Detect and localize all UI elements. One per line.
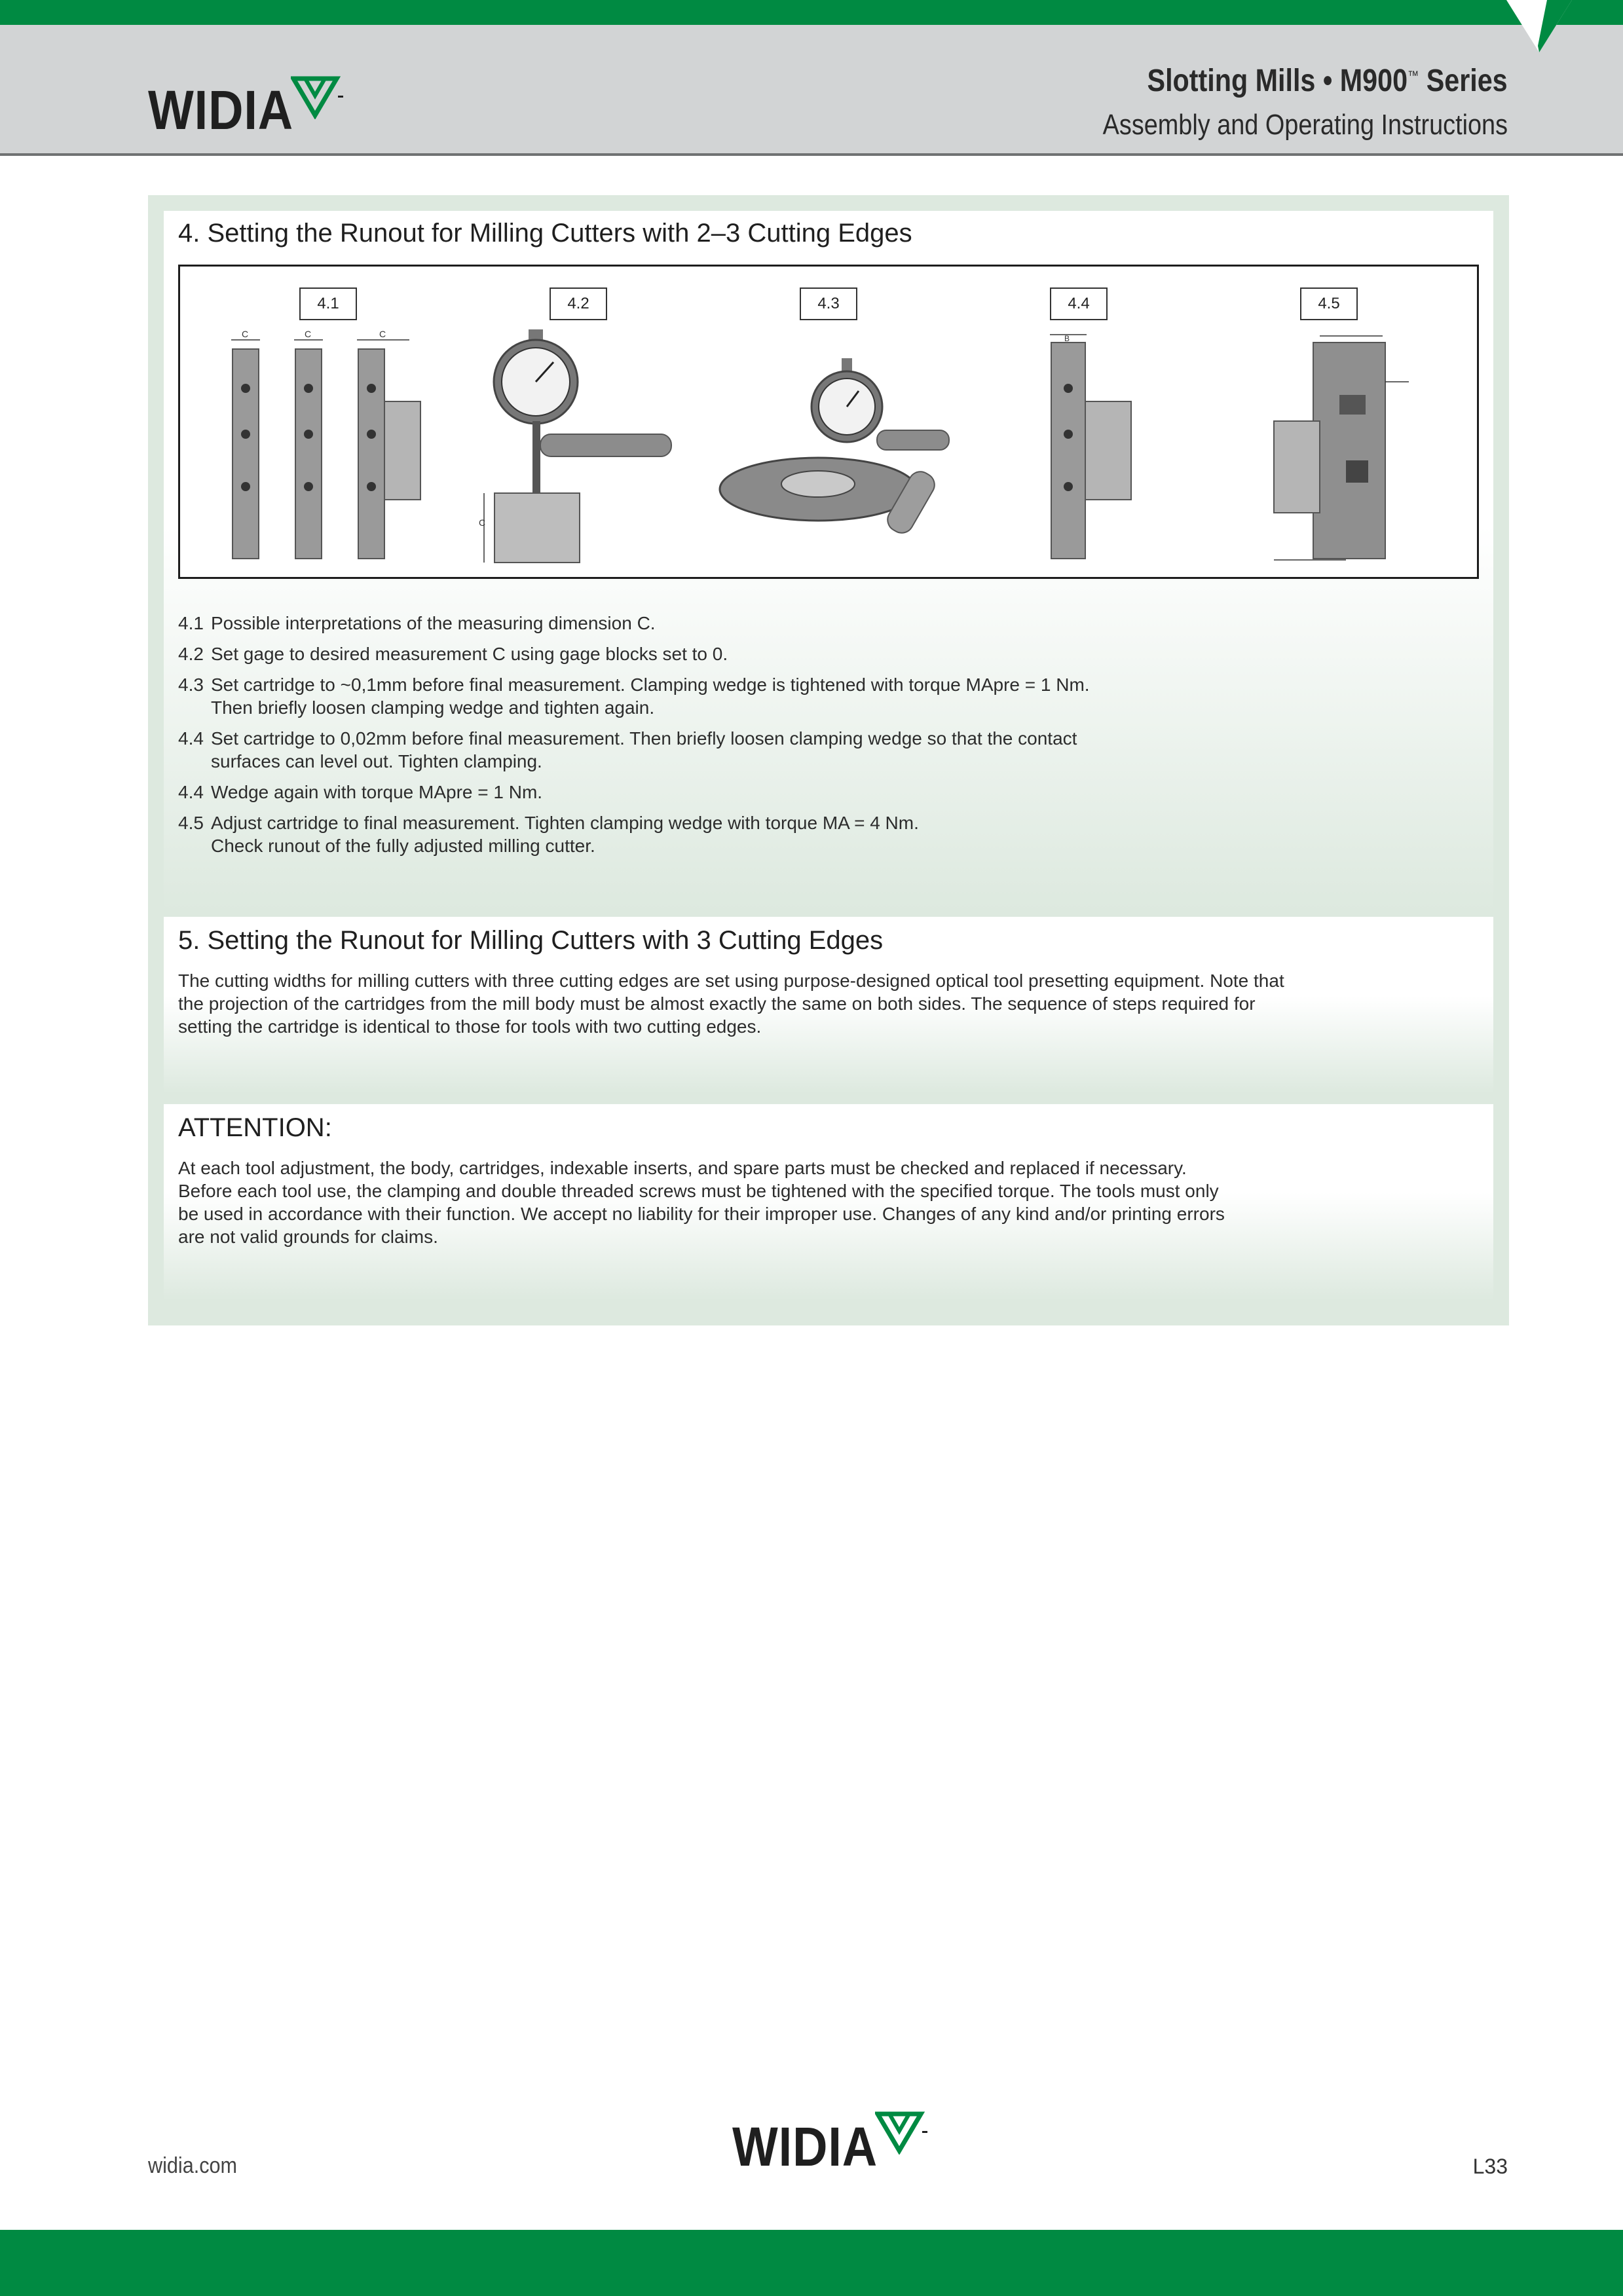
- header-subtitle: Assembly and Operating Instructions: [1102, 109, 1508, 141]
- dim-label-c: C: [479, 517, 486, 528]
- dial-gage-on-milling-cutter-illustration: [713, 358, 956, 555]
- attention-body: At each tool adjustment, the body, cartridges, indexable inserts, and spare parts must be checked and replaced if necessary. Before each tool use, the clamping and double threaded screws must be tightened with the specified torque. The tools must only be used in accordance with their function. We accept no liability for their improper use. Changes of any kind and/or printing errors are not valid grounds for claims.: [178, 1158, 1225, 1247]
- figure-label-4-1: 4.1: [299, 287, 357, 320]
- attention-title: ATTENTION:: [178, 1113, 332, 1142]
- header-logo: [148, 76, 345, 141]
- adjusted-cartridge-side-view-illustration: [1254, 329, 1411, 572]
- dim-label-c-2: C: [305, 329, 312, 339]
- widia-triangle-icon: [291, 76, 345, 119]
- section-5-title: 5. Setting the Runout for Milling Cutters with 3 Cutting Edges: [178, 926, 884, 955]
- logo-wordmark: WIDIA: [148, 79, 294, 141]
- footer-logo-wordmark: WIDIA: [732, 2116, 878, 2177]
- attention-notice: [164, 1104, 1493, 1301]
- figure-strip: [178, 265, 1479, 579]
- figure-label-4-2: 4.2: [550, 287, 607, 320]
- figure-label-4-3: 4.3: [800, 287, 857, 320]
- section-4-title: 4. Setting the Runout for Milling Cutters with 2–3 Cutting Edges: [178, 219, 912, 248]
- section-5-body: The cutting widths for milling cutters with three cutting edges are set using purpose-designed optical tool presetting equipment. Note that the projection of the cartridges from the mill body must be almost exactly the same on both sides. The sequence of steps required for setting the cartridge is identical to those for tools with two cutting edges.: [178, 971, 1284, 1037]
- section-5-runout-3-edges: [164, 917, 1493, 1094]
- page-number: L33: [1472, 2155, 1508, 2178]
- bottom-accent-stripe: [0, 2230, 1623, 2296]
- figure-label-4-5: 4.5: [1300, 287, 1358, 320]
- step-4-4a: 4.4 Set cartridge to 0,02mm before final measurement. Then briefly loosen clamping wedge so that the contact surfaces can level out. Tighten clamping.: [178, 728, 1077, 771]
- dim-label-b: B: [1064, 334, 1070, 343]
- dim-label-c-1: C: [242, 329, 249, 339]
- section-4-steps: [178, 612, 1292, 865]
- step-4-5: 4.5 Adjust cartridge to final measurement. Tighten clamping wedge with torque MA = 4 Nm. Check runout of the fully adjusted milling cutter.: [178, 813, 919, 856]
- step-4-3: 4.3 Set cartridge to ~0,1mm before final measurement. Clamping wedge is tightened with torque MApre = 1 Nm. Then briefly loosen clamping wedge and tighten again.: [178, 675, 1090, 718]
- header-title: Slotting Mills • M900™ Series: [1147, 64, 1508, 98]
- dial-gage-with-gage-block-illustration: [475, 329, 678, 572]
- footer-url[interactable]: widia.com: [148, 2153, 238, 2178]
- corner-triangle-icon: [1506, 0, 1572, 52]
- top-accent-stripe: [0, 0, 1623, 25]
- cartridge-adjustment-illustration: [1038, 329, 1143, 572]
- page-header: [0, 25, 1623, 156]
- step-4-4b: 4.4 Wedge again with torque MApre = 1 Nm.: [178, 782, 543, 802]
- step-4-1: 4.1 Possible interpretations of the measuring dimension C.: [178, 613, 656, 633]
- step-4-2: 4.2 Set gage to desired measurement C using gage blocks set to 0.: [178, 644, 728, 664]
- figure-label-4-4: 4.4: [1050, 287, 1108, 320]
- content-panel: [148, 195, 1509, 1325]
- footer-widia-triangle-icon: [875, 2111, 929, 2155]
- footer-logo: [732, 2111, 929, 2177]
- cutter-interpretations-illustration: [219, 329, 429, 572]
- dim-label-c-3: C: [379, 329, 386, 339]
- section-4-runout-2-3-edges: [164, 211, 1493, 912]
